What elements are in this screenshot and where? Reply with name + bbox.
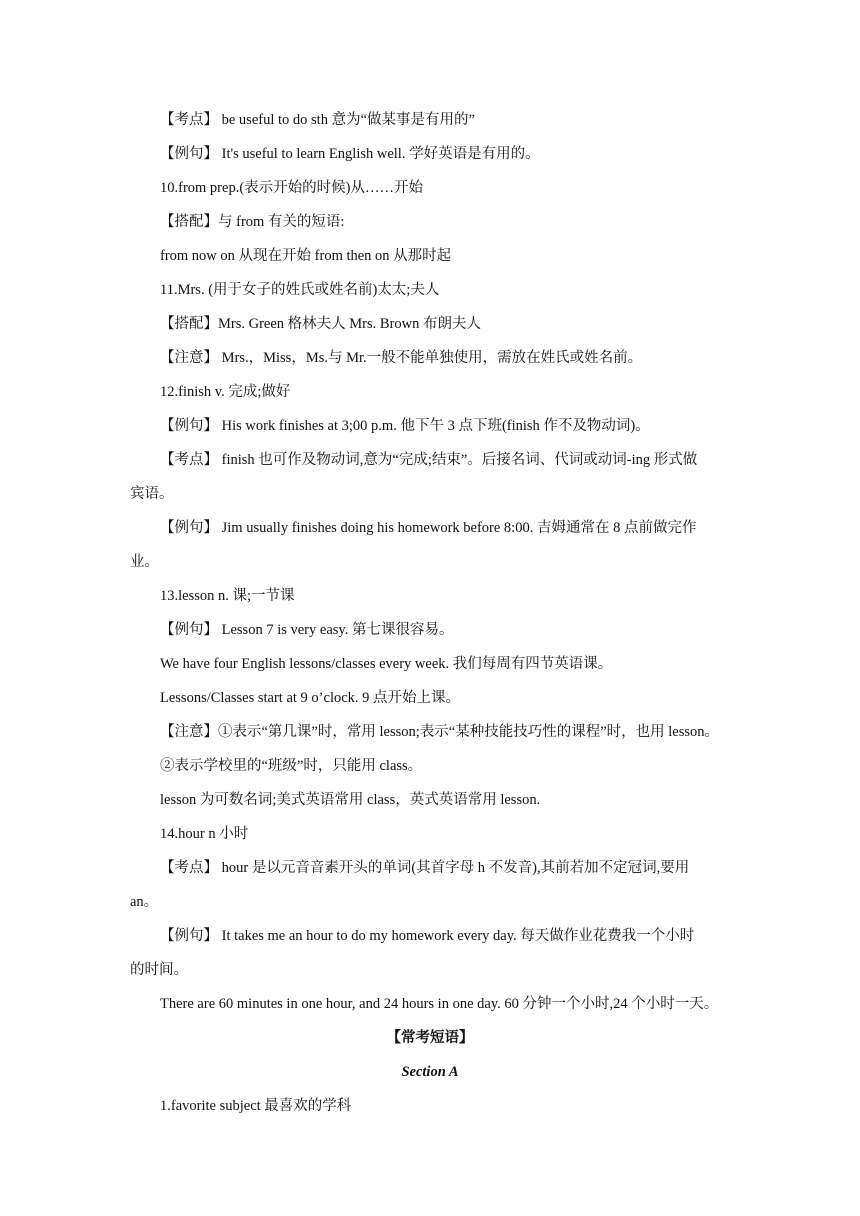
text-line: 【考点】 finish 也可作及物动词,意为“完成;结束”。后接名词、代词或动词-ing 形式做 <box>160 452 698 468</box>
text-line: 【搭配】Mrs. Green 格林夫人 Mrs. Brown 布朗夫人 <box>160 316 481 332</box>
text-line: 【例句】 Lesson 7 is very easy. 第七课很容易。 <box>160 622 454 638</box>
text-line: 【考点】 hour 是以元音音素开头的单词(其首字母 h 不发音),其前若加不定冠词,要用 <box>160 860 690 876</box>
text-line: an。 <box>130 894 159 910</box>
text-line: 【考点】 be useful to do sth 意为“做某事是有用的” <box>160 112 475 128</box>
text-line: 宾语。 <box>130 486 174 502</box>
text-line: 11.Mrs. (用于女子的姓氏或姓名前)太太;夫人 <box>160 282 440 298</box>
text-line: 【注意】 Mrs.，Miss，Ms.与 Mr.一般不能单独使用，需放在姓氏或姓名前。 <box>160 350 643 366</box>
text-line: 【例句】 It's useful to learn English well. 学好英语是有用的。 <box>160 146 540 162</box>
text-line: We have four English lessons/classes every week. 我们每周有四节英语课。 <box>160 656 613 672</box>
text-line: from now on 从现在开始 from then on 从那时起 <box>160 248 452 264</box>
section-heading: 【常考短语】 <box>386 1030 474 1046</box>
text-line: There are 60 minutes in one hour, and 24 hours in one day. 60 分钟一个小时,24 个小时一天。 <box>160 996 719 1012</box>
text-line: 【搭配】与 from 有关的短语: <box>160 214 345 230</box>
text-line: 【例句】 Jim usually finishes doing his homework before 8:00. 吉姆通常在 8 点前做完作 <box>160 520 697 536</box>
text-line: lesson 为可数名词;美式英语常用 class，英式英语常用 lesson. <box>160 792 541 808</box>
text-line: ②表示学校里的“班级”时，只能用 class。 <box>160 758 423 774</box>
section-subheading: Section A <box>401 1064 459 1080</box>
text-line: 13.lesson n. 课;一节课 <box>160 588 295 604</box>
text-line: 14.hour n 小时 <box>160 826 249 842</box>
text-line: 10.from prep.(表示开始的时候)从……开始 <box>160 180 423 196</box>
text-line: 【注意】①表示“第几课”时，常用 lesson;表示“某种技能技巧性的课程”时，也用 lesson。 <box>160 724 720 740</box>
text-line: 1.favorite subject 最喜欢的学科 <box>160 1098 352 1114</box>
text-line: 【例句】 It takes me an hour to do my homework every day. 每天做作业花费我一个小时 <box>160 928 695 944</box>
text-line: 的时间。 <box>130 962 188 978</box>
text-line: 12.finish v. 完成;做好 <box>160 384 291 400</box>
text-line: 业。 <box>130 554 159 570</box>
text-line: Lessons/Classes start at 9 o’clock. 9 点开始上课。 <box>160 690 461 706</box>
text-line: 【例句】 His work finishes at 3;00 p.m. 他下午 3 点下班(finish 作不及物动词)。 <box>160 418 650 434</box>
